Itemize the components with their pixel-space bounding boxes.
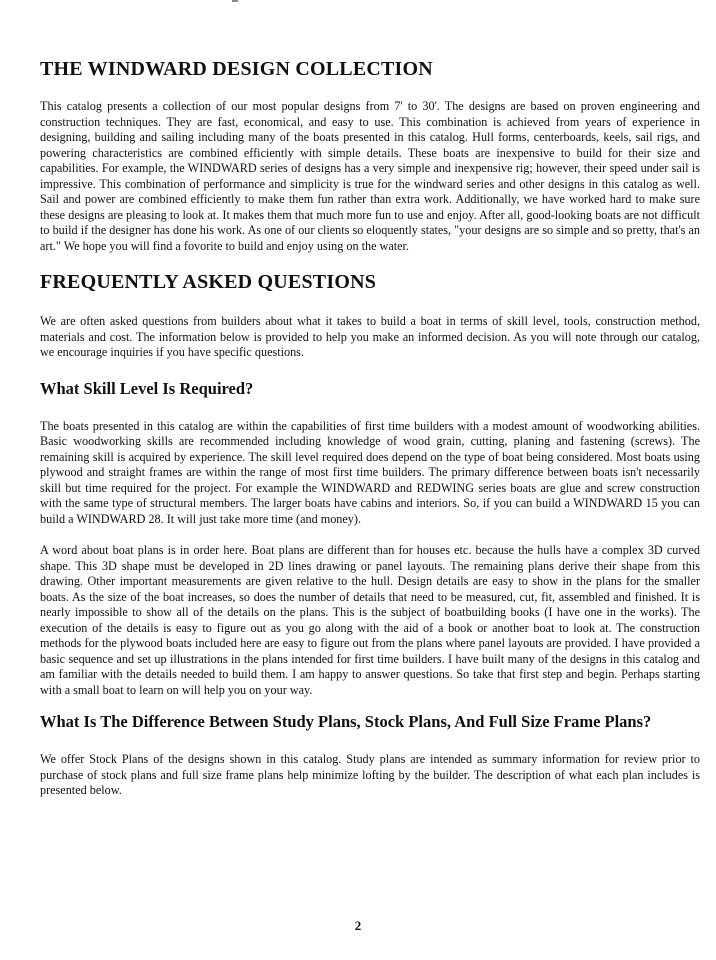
scan-artifact — [232, 0, 238, 2]
skill-level-paragraph-1: The boats presented in this catalog are within the capabilities of first time builders with a modest amount of woodworking abilities. Basic woodworking skills are recommended including knowledge of wood grain, cutting, planing and fastening (screws). The remaining skill is acquired by experience. The skill level required does depend on the type of boat being considered. Most boats using plywood and straight frames are within the range of most first time builders. The primary difference between boats isn't necessarily skill but time required for the project. For example the WINDWARD and REDWING series boats are glue and screw construction with the same type of structural members. The larger boats have cabins and interiors. So, if you can build a WINDWARD 15 you can build a WINDWARD 28. It will just take more time (and money). — [40, 418, 700, 526]
faq-heading: FREQUENTLY ASKED QUESTIONS — [40, 271, 377, 293]
intro-paragraph: This catalog presents a collection of our most popular designs from 7' to 30'. The designs are based on proven engineering and construction techniques. They are fast, economical, and easy to use. This combination is achieved from years of experience in designing, building and sailing including many of the boats presented in this catalog. Hull forms, centerboards, keels, sail rigs, and powering characteristics are combined efficiently with simple details. These boats are inexpensive to build for their size and capabilities. For example, the WINDWARD series of designs has a very simple and inexpensive rig; however, their speed under sail is impressive. This combination of performance and simplicity is true for the windward series and other designs in this catalog as well. Sail and power are combined efficiently to make them fun rather than extra work. Additionally, we have worked hard to make sure these designs are pleasing to look at. It makes them that much more fun to use and enjoy. After all, good-looking boats are not difficult to build if the designer has done his work. As one of our clients so eloquently states, "your designs are so simple and so pretty, that's an art." We hope you will find a fovorite to build and enjoy using on the water. — [40, 99, 700, 253]
page-number: 2 — [354, 918, 362, 933]
skill-level-heading: What Skill Level Is Required? — [40, 378, 254, 398]
faq-intro-paragraph: We are often asked questions from builders about what it takes to build a boat in terms of skill level, tools, construction method, materials and cost. The information below is provided to help you make an informed decision. As you will note through our catalog, we encourage inquiries if you have specific questions. — [40, 314, 700, 359]
section-title-windward: THE WINDWARD DESIGN COLLECTION — [40, 58, 433, 80]
skill-level-paragraph-2: A word about boat plans is in order here. Boat plans are different than for houses etc. because the hulls have a complex 3D curved shape. This 3D shape must be developed in 2D lines drawing or panel layouts. The remaining plans derive their shape from this drawing. Other important measurements are given relative to the hull. Design details are easy to show in the plans for the smaller boats. As the size of the boat increases, so does the number of details that need to be measured, cut, fit, assembled and finished. It is nearly impossible to show all of the details on the plans. This is the subject of boatbuilding books (I have one in the works). The execution of the details is easy to figure out as you go along with the aid of a book or another boat to look at. The construction methods for the plywood boats included here are easy to figure out from the plans where panel layouts are provided. I have provided a basic sequence and set up illustrations in the plans intended for first time builders. I have built many of the designs in this catalog and am familiar with the details needed to build them. I am happy to answer questions. So take that first step and begin. Perhaps starting with a small boat to learn on will help you on your way. — [40, 543, 700, 697]
document-page — [40, 50, 700, 799]
plans-difference-paragraph: We offer Stock Plans of the designs shown in this catalog. Study plans are intended as summary information for review prior to purchase of stock plans and full size frame plans help minimize lofting by the builder. The description of what each plan includes is presented below. — [40, 752, 700, 797]
plans-difference-heading: What Is The Difference Between Study Plans, Stock Plans, And Full Size Frame Plans? — [40, 712, 652, 731]
